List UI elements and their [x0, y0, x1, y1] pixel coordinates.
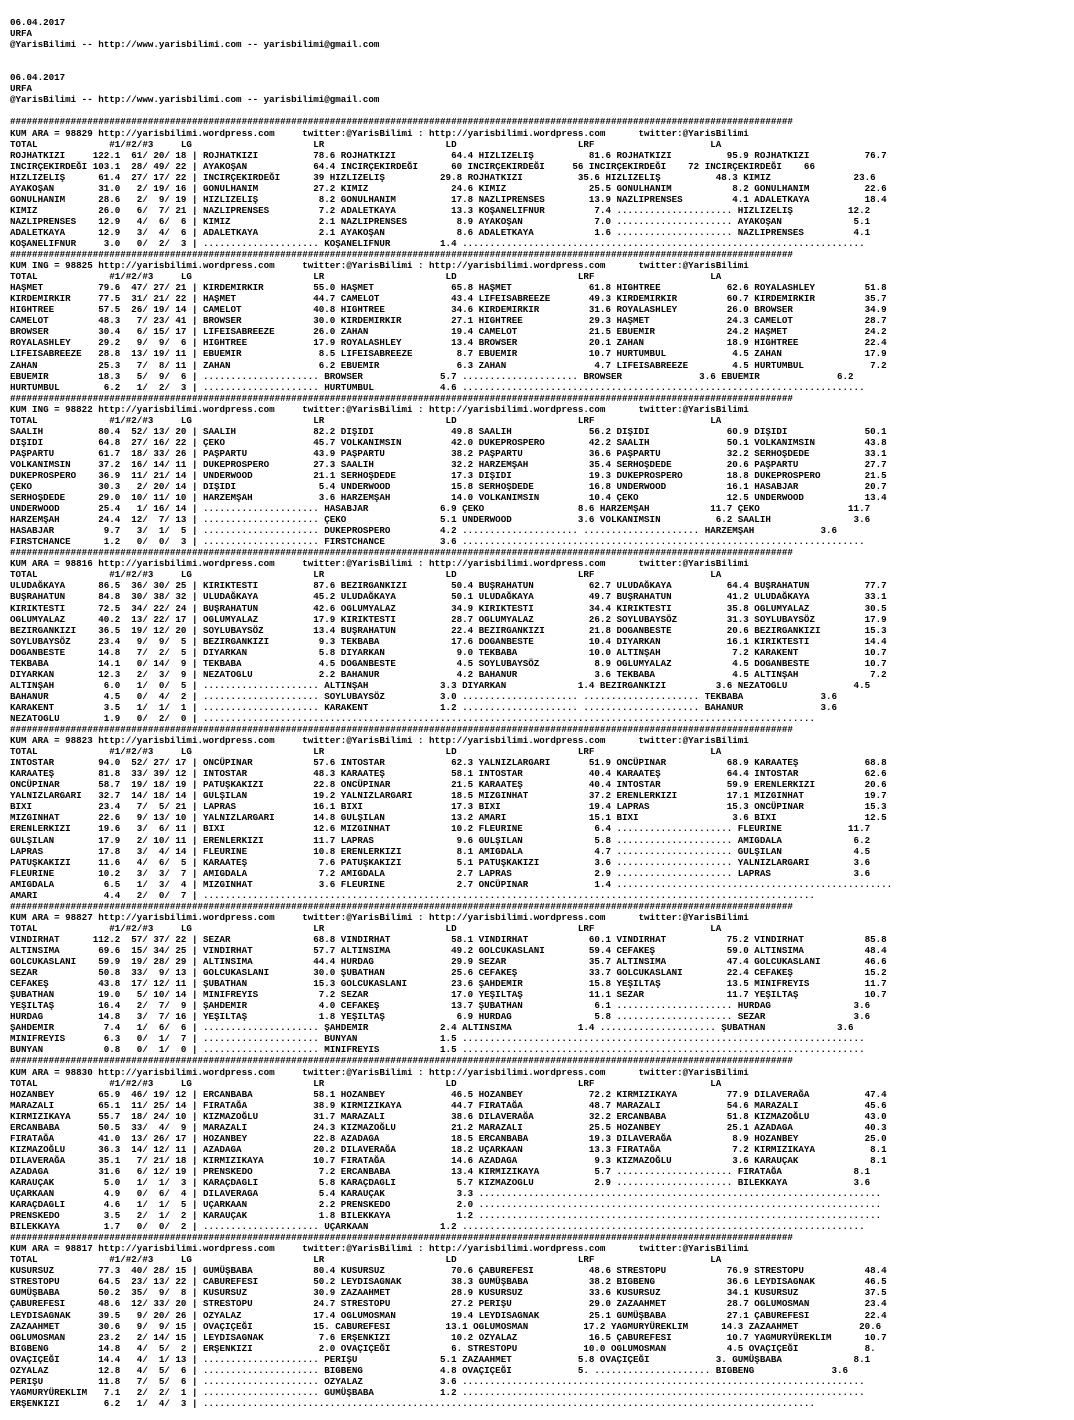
- section-separator: ##############################################################################################################################################: [10, 724, 793, 736]
- text-line: FLEURINE 10.2 3/ 3/ 7 | AMIGDALA 7.2 AMIGDALA 2.7 LAPRAS 2.9 ..................... LAPRAS 3.6: [10, 867, 871, 879]
- text-line: ZAZAAHMET 30.6 9/ 9/ 15 | OVAÇIÇEĞI 15. CABUREFESI 13.1 OGLUMOSMAN 17.2 YAGMURYÜREKLIM 14.3 ZAZAAHMET 20.6: [10, 1320, 882, 1332]
- text-line: URFA: [10, 83, 33, 95]
- text-line: BIGBENG 14.8 4/ 5/ 2 | ERŞENKIZI 2.0 OVAÇIÇEĞI 6. STRESTOPU 10.0 OGLUMOSMAN 4.5 OVAÇIÇEĞI 8.: [10, 1342, 876, 1354]
- text-line: KIRIKTESTI 72.5 34/ 22/ 24 | BUŞRAHATUN 42.6 OGLUMYALAZ 34.9 KIRIKTESTI 34.4 KIRIKTESTI 35.8 OGLUMYALAZ 30.5: [10, 602, 887, 614]
- column-header: TOTAL #1/#2/#3 LG LR LD LRF LA: [10, 922, 722, 934]
- text-line: AZADAGA 31.6 6/ 12/ 19 | PRENSKEDO 7.2 ERCANBABA 13.4 KIRMIZIKAYA 5.7 ..................... FIRATAĞA 8.1: [10, 1165, 871, 1177]
- text-line: BUNYAN 0.8 0/ 1/ 0 | ..................... MINIFREYIS 1.5 .........................................................................: [10, 1044, 865, 1056]
- text-line: @YarisBilimi -- http://www.yarisbilimi.com -- yarisbilimi@gmail.com: [10, 94, 380, 106]
- section-separator: ##############################################################################################################################################: [10, 900, 793, 912]
- text-line: YAGMURYÜREKLIM 7.1 2/ 2/ 1 | ..................... GUMÜŞBABA 1.2 .........................................................................: [10, 1386, 865, 1398]
- column-header: TOTAL #1/#2/#3 LG LR LD LRF LA: [10, 1077, 722, 1089]
- column-header: TOTAL #1/#2/#3 LG LR LD LRF LA: [10, 1254, 722, 1266]
- section-separator: ##############################################################################################################################################: [10, 116, 793, 128]
- text-line: EBUEMIR 18.3 5/ 9/ 6 | ..................... BROWSER 5.7 ..................... BROWSER 3.6 EBUEMIR 6.2: [10, 370, 854, 382]
- text-line: ÇEKO 30.3 2/ 20/ 14 | DIŞIDI 5.4 UNDERWOOD 15.8 SERHOŞDEDE 16.8 UNDERWOOD 16.1 HASABJAR 20.7: [10, 481, 887, 493]
- text-line: HARZEMŞAH 24.4 12/ 7/ 13 | ..................... ÇEKO 5.1 UNDERWOOD 3.6 VOLKANIMSIN 6.2 SAALIH 3.6: [10, 514, 871, 526]
- text-line: KARAÇDAGLI 4.6 1/ 1/ 5 | UÇARKAAN 2.2 PRENSKEDO 2.0 .........................................................................: [10, 1199, 882, 1211]
- blank-line: [10, 61, 1074, 72]
- section-separator: ##############################################################################################################################################: [10, 249, 793, 261]
- text-line: BILEKKAYA 1.7 0/ 0/ 2 | ..................... UÇARKAAN 1.2 .........................................................................: [10, 1221, 865, 1233]
- text-line: MIZGINHAT 22.6 9/ 13/ 10 | YALNIZLARGARI 14.8 GULŞILAN 13.2 AMARI 15.1 BIXI 3.6 BIXI 12.5: [10, 812, 887, 824]
- text-line: OZYALAZ 12.8 4/ 5/ 6 | ..................... BIGBENG 4.8 OVAÇIÇEĞI 5. ..................... BIGBENG 3.6: [10, 1364, 849, 1376]
- text-line: HURDAG 14.8 3/ 7/ 16 | YEŞILTAŞ 1.8 YEŞILTAŞ 6.9 HURDAG 5.8 ..................... SEZAR 3.6: [10, 1011, 871, 1023]
- text-line: UNDERWOOD 25.4 1/ 16/ 14 | ..................... HASABJAR 6.9 ÇEKO 8.6 HARZEMŞAH 11.7 ÇEKO 11.7: [10, 503, 871, 515]
- text-line: BAHANUR 4.5 0/ 4/ 2 | ..................... SOYLUBAYSÖZ 3.0 ..................... ..................... TEKBABA 3.6: [10, 690, 838, 702]
- text-line: HAŞMET 79.6 47/ 27/ 21 | KIRDEMIRKIR 55.0 HAŞMET 65.8 HAŞMET 61.8 HIGHTREE 62.6 ROYALASHLEY 51.8: [10, 282, 887, 294]
- text-line: KIMIZ 26.0 6/ 7/ 21 | NAZLIPRENSES 7.2 ADALETKAYA 13.3 KOŞANELIFNUR 7.4 ..................... HIZLIZELIŞ 12.2: [10, 204, 871, 216]
- text-line: VOLKANIMSIN 37.2 16/ 14/ 11 | DUKEPROSPERO 27.3 SAALIH 32.2 HARZEMŞAH 35.4 SERHOŞDEDE 20.6 PAŞPARTU 27.7: [10, 458, 887, 470]
- race-header: KUM ARA = 98816 http://yarisbilimi.wordpress.com twitter:@YarisBilimi : http://yarisbilimi.wordpress.com twitter:@YarisBilimi: [10, 558, 749, 570]
- text-line: LIFEISABREEZE 28.8 13/ 19/ 11 | EBUEMIR 8.5 LIFEISABREEZE 8.7 EBUEMIR 10.7 HURTUMBUL 4.5 ZAHAN 17.9: [10, 348, 887, 360]
- text-line: HURTUMBUL 6.2 1/ 2/ 3 | ..................... HURTUMBUL 4.6 .........................................................................: [10, 381, 865, 393]
- text-line: AMIGDALA 6.5 1/ 3/ 4 | MIZGINHAT 3.6 FLEURINE 2.7 ONCÜPINAR 1.4 ..................................................: [10, 878, 893, 890]
- column-header: TOTAL #1/#2/#3 LG LR LD LRF LA: [10, 138, 722, 150]
- text-line: INCIRÇEKIRDEĞI 103.1 28/ 49/ 22 | AYAKOŞAN 64.4 INCIRÇEKIRDEĞI 60 INCIRÇEKIRDEĞI 56 INCIRÇEKIRDEĞI 72 INCIRÇEKIRDEĞI 66: [10, 160, 815, 172]
- text-line: HOZANBEY 65.9 46/ 19/ 12 | ERCANBABA 58.1 HOZANBEY 46.5 HOZANBEY 72.2 KIRMIZIKAYA 77.9 DILAVERAĞA 47.4: [10, 1088, 887, 1100]
- text-line: DUKEPROSPERO 36.9 11/ 21/ 14 | UNDERWOOD 21.1 SERHOŞDEDE 17.3 DIŞIDI 19.3 DUKEPROSPERO 18.8 DUKEPROSPERO 21.5: [10, 469, 887, 481]
- text-line: TEKBABA 14.1 0/ 14/ 9 | TEKBABA 4.5 DOGANBESTE 4.5 SOYLUBAYSÖZ 8.9 OGLUMYALAZ 4.5 DOGANBESTE 10.7: [10, 657, 887, 669]
- text-line: FIRSTCHANCE 1.2 0/ 0/ 3 | ..................... FIRSTCHANCE 3.6 .........................................................................: [10, 536, 865, 548]
- section-separator: ##############################################################################################################################################: [10, 1232, 793, 1244]
- race-header: KUM ING = 98822 http://yarisbilimi.wordpress.com twitter:@YarisBilimi : http://yarisbilimi.wordpress.com twitter:@YarisBilimi: [10, 403, 749, 415]
- text-line: URFA: [10, 28, 33, 40]
- text-line: SEZAR 50.8 33/ 9/ 13 | GOLCUKASLANI 30.0 ŞUBATHAN 25.6 CEFAKEŞ 33.7 GOLCUKASLANI 22.4 CEFAKEŞ 15.2: [10, 967, 887, 979]
- text-line: LAPRAS 17.8 3/ 4/ 14 | FLEURINE 10.8 ERENLERKIZI 8.1 AMIGDALA 4.7 ..................... GULŞILAN 4.5: [10, 845, 871, 857]
- text-line: UÇARKAAN 4.9 0/ 6/ 4 | DILAVERAGA 5.4 KARAUÇAK 3.3 .........................................................................: [10, 1188, 882, 1200]
- text-line: MARAZALI 65.1 11/ 25/ 14 | FIRATAĞA 38.9 KIRMIZIKAYA 44.7 FIRATAĞA 48.7 MARAZALI 54.6 MARAZALI 45.6: [10, 1099, 887, 1111]
- text-line: ALTINŞAH 6.0 1/ 0/ 5 | ..................... ALTINŞAH 3.3 DIYARKAN 1.4 BEZIRGANKIZI 3.6 NEZATOGLU 4.5: [10, 679, 871, 691]
- text-line: PATUŞKAKIZI 11.6 4/ 6/ 5 | KARAATEŞ 7.6 PATUŞKAKIZI 5.1 PATUŞKAKIZI 3.6 ..................... YALNIZLARGARI 3.6: [10, 856, 871, 868]
- race-header: KUM ARA = 98817 http://yarisbilimi.wordpress.com twitter:@YarisBilimi : http://yarisbilimi.wordpress.com twitter:@YarisBilimi: [10, 1243, 749, 1255]
- text-line: YALNIZLARGARI 32.7 14/ 18/ 14 | GULŞILAN 19.2 YALNIZLARGARI 18.5 MIZGINHAT 37.2 ERENLERKIZI 17.1 MIZGINHAT 19.7: [10, 790, 887, 802]
- text-line: BUŞRAHATUN 84.8 30/ 38/ 32 | ULUDAĞKAYA 45.2 ULUDAĞKAYA 50.1 ULUDAĞKAYA 49.7 BUŞRAHATUN 41.2 ULUDAĞKAYA 33.1: [10, 591, 887, 603]
- text-line: ADALETKAYA 12.9 3/ 4/ 6 | ADALETKAYA 2.1 AYAKOŞAN 8.6 ADALETKAYA 1.6 ..................... NAZLIPRENSES 4.1: [10, 226, 871, 238]
- text-line: VINDIRHAT 112.2 57/ 37/ 22 | SEZAR 68.8 VINDIRHAT 58.1 VINDIRHAT 60.1 VINDIRHAT 75.2 VINDIRHAT 85.8: [10, 933, 887, 945]
- text-line: KIRDEMIRKIR 77.5 31/ 21/ 22 | HAŞMET 44.7 CAMELOT 43.4 LIFEISABREEZE 49.3 KIRDEMIRKIR 60.7 KIRDEMIRKIR 35.7: [10, 293, 887, 305]
- text-line: SAALIH 80.4 52/ 13/ 20 | SAALIH 82.2 DIŞIDI 49.8 SAALIH 56.2 DIŞIDI 60.9 DIŞIDI 50.1: [10, 425, 887, 437]
- blank-line: [10, 1409, 1074, 1420]
- text-line: ŞAHDEMIR 7.4 1/ 6/ 6 | ..................... ŞAHDEMIR 2.4 ALTINSIMA 1.4 ..................... ŞUBATHAN 3.6: [10, 1022, 854, 1034]
- section-separator: ##############################################################################################################################################: [10, 1055, 793, 1067]
- text-line: KARAKENT 3.5 1/ 1/ 1 | ..................... KARAKENT 1.2 ..................... ..................... BAHANUR 3.6: [10, 701, 838, 713]
- text-line: KIZMAZOĞLU 36.3 14/ 12/ 11 | AZADAGA 20.2 DILAVERAĞA 18.2 UÇARKAAN 13.3 FIRATAĞA 7.2 KIRMIZIKAYA 8.1: [10, 1143, 887, 1155]
- race-header: KUM ARA = 98829 http://yarisbilimi.wordpress.com twitter:@YarisBilimi : http://yarisbilimi.wordpress.com twitter:@YarisBilimi: [10, 127, 749, 139]
- section-separator: ##############################################################################################################################################: [10, 547, 793, 559]
- text-line: KUSURSUZ 77.3 40/ 28/ 15 | GUMÜŞBABA 80.4 KUSURSUZ 70.6 ÇABUREFESI 48.6 STRESTOPU 76.9 STRESTOPU 48.4: [10, 1265, 887, 1277]
- text-line: LEYDISAGNAK 39.5 9/ 20/ 26 | OZYALAZ 17.4 OGLUMOSMAN 19.4 LEYDISAGNAK 25.1 GUMÜŞBABA 27.1 ÇABUREFESI 22.4: [10, 1309, 887, 1321]
- blank-line: [10, 50, 1074, 61]
- text-line: OVAÇIÇEĞI 14.4 4/ 1/ 13 | ..................... PERIŞU 5.1 ZAZAAHMET 5.8 OVAÇIÇEĞI 3. GUMÜŞBABA 8.1: [10, 1353, 871, 1365]
- text-line: ŞUBATHAN 19.0 5/ 10/ 14 | MINIFREYIS 7.2 SEZAR 17.0 YEŞILTAŞ 11.1 SEZAR 11.7 YEŞILTAŞ 10.7: [10, 989, 887, 1001]
- text-line: OGLUMOSMAN 23.2 2/ 14/ 15 | LEYDISAGNAK 7.6 ERŞENKIZI 10.2 OZYALAZ 16.5 ÇABUREFESI 10.7 YAGMURYÜREKLIM 10.7: [10, 1331, 887, 1343]
- text-line: ALTINSIMA 69.6 15/ 34/ 25 | VINDIRHAT 57.7 ALTINSIMA 49.2 GOLCUKASLANI 59.4 CEFAKEŞ 59.0 ALTINSIMA 48.4: [10, 944, 887, 956]
- section-separator: ##############################################################################################################################################: [10, 392, 793, 404]
- text-line: ERENLERKIZI 19.6 3/ 6/ 11 | BIXI 12.6 MIZGINHAT 10.2 FLEURINE 6.4 ..................... FLEURINE 11.7: [10, 823, 871, 835]
- text-line: ROJHATKIZI 122.1 61/ 20/ 18 | ROJHATKIZI 78.6 ROJHATKIZI 64.4 HIZLIZELIŞ 81.6 ROJHATKIZI 95.9 ROJHATKIZI 76.7: [10, 149, 887, 161]
- column-header: TOTAL #1/#2/#3 LG LR LD LRF LA: [10, 746, 722, 758]
- text-line: ULUDAĞKAYA 86.5 36/ 30/ 25 | KIRIKTESTI 87.6 BEZIRGANKIZI 50.4 BUŞRAHATUN 62.7 ULUDAĞKAYA 64.4 BUŞRAHATUN 77.7: [10, 580, 887, 592]
- text-line: DILAVERAĞA 35.1 7/ 21/ 18 | KIRMIZIKAYA 10.7 FIRATAĞA 14.6 AZADAGA 9.3 KIZMAZOĞLU 3.6 KARAUÇAK 8.1: [10, 1154, 887, 1166]
- column-header: TOTAL #1/#2/#3 LG LR LD LRF LA: [10, 271, 722, 283]
- text-line: BIXI 23.4 7/ 5/ 21 | LAPRAS 16.1 BIXI 17.3 BIXI 19.4 LAPRAS 15.3 ONCÜPINAR 15.3: [10, 801, 887, 813]
- text-line: DIŞIDI 64.8 27/ 16/ 22 | ÇEKO 45.7 VOLKANIMSIN 42.0 DUKEPROSPERO 42.2 SAALIH 50.1 VOLKANIMSIN 43.8: [10, 436, 887, 448]
- text-line: HIGHTREE 57.5 26/ 19/ 14 | CAMELOT 40.8 HIGHTREE 34.6 KIRDEMIRKIR 31.6 ROYALASHLEY 26.0 BROWSER 34.9: [10, 304, 887, 316]
- text-line: KARAATEŞ 81.8 33/ 39/ 12 | INTOSTAR 48.3 KARAATEŞ 58.1 INTOSTAR 40.4 KARAATEŞ 64.4 INTOSTAR 62.6: [10, 768, 887, 780]
- text-line: STRESTOPU 64.5 23/ 13/ 22 | CABUREFESI 50.2 LEYDISAGNAK 38.3 GUMÜŞBABA 38.2 BIGBENG 36.6 LEYDISAGNAK 46.5: [10, 1276, 887, 1288]
- text-line: NAZLIPRENSES 12.9 4/ 6/ 6 | KIMIZ 2.1 NAZLIPRENSES 8.9 AYAKOŞAN 7.0 ..................... AYAKOŞAN 5.1: [10, 215, 871, 227]
- text-line: ERŞENKIZI 6.2 1/ 4/ 3 | ...............................................................................................................: [10, 1397, 815, 1409]
- text-line: PAŞPARTU 61.7 18/ 33/ 26 | PAŞPARTU 43.9 PAŞPARTU 38.2 PAŞPARTU 36.6 PAŞPARTU 32.2 SERHOŞDEDE 33.1: [10, 447, 887, 459]
- text-line: GONULHANIM 28.6 2/ 9/ 19 | HIZLIZELIŞ 8.2 GONULHANIM 17.8 NAZLIPRENSES 13.9 NAZLIPRENSES 4.1 ADALETKAYA 18.4: [10, 193, 887, 205]
- text-line: ERCANBABA 50.5 33/ 4/ 9 | MARAZALI 24.3 KIZMAZOĞLU 21.2 MARAZALI 25.5 HOZANBEY 25.1 AZADAGA 40.3: [10, 1121, 887, 1133]
- text-line: 06.04.2017: [10, 72, 66, 84]
- text-line: BEZIRGANKIZI 36.5 19/ 12/ 20 | SOYLUBAYSÖZ 13.4 BUŞRAHATUN 22.4 BEZIRGANKIZI 21.8 DOGANBESTE 20.6 BEZIRGANKIZI 15.3: [10, 624, 887, 636]
- blank-line: [10, 6, 1074, 17]
- text-line: KARAUÇAK 5.0 1/ 1/ 3 | KARAÇDAGLI 5.8 KARAÇDAGLI 5.7 KIZMAZOGLU 2.9 ..................... BILEKKAYA 3.6: [10, 1176, 871, 1188]
- text-line: SOYLUBAYSÖZ 23.4 9/ 9/ 5 | BEZIRGANKIZI 9.3 TEKBABA 17.6 DOGANBESTE 10.4 DIYARKAN 16.1 KIRIKTESTI 14.4: [10, 635, 887, 647]
- race-header: KUM ARA = 98827 http://yarisbilimi.wordpress.com twitter:@YarisBilimi : http://yarisbilimi.wordpress.com twitter:@YarisBilimi: [10, 911, 749, 923]
- text-line: AMARI 4.4 2/ 0/ 7 | ...............................................................................................................: [10, 889, 815, 901]
- text-line: PRENSKEDO 3.5 2/ 1/ 2 | KARAUÇAK 1.8 BILEKKAYA 1.2 .........................................................................: [10, 1210, 882, 1222]
- blank-line: [10, 105, 1074, 116]
- text-line: OGLUMYALAZ 40.2 13/ 22/ 17 | OGLUMYALAZ 17.9 KIRIKTESTI 28.7 OGLUMYALAZ 26.2 SOYLUBAYSÖZ 31.3 SOYLUBAYSÖZ 17.9: [10, 613, 887, 625]
- text-line: GUMÜŞBABA 50.2 35/ 9/ 8 | KUSURSUZ 30.9 ZAZAAHMET 28.9 KUSURSUZ 33.6 KUSURSUZ 34.1 KUSURSUZ 37.5: [10, 1287, 887, 1299]
- text-line: YEŞILTAŞ 16.4 2/ 7/ 9 | ŞAHDEMIR 4.0 CEFAKEŞ 13.7 ŞUBATHAN 6.1 ..................... HURDAG 3.6: [10, 1000, 871, 1012]
- text-line: GOLCUKASLANI 59.9 19/ 28/ 29 | ALTINSIMA 44.4 HURDAG 29.9 SEZAR 35.7 ALTINSIMA 47.4 GOLCUKASLANI 46.6: [10, 956, 887, 968]
- text-line: DOGANBESTE 14.8 7/ 2/ 5 | DIYARKAN 5.8 DIYARKAN 9.0 TEKBABA 10.0 ALTINŞAH 7.2 KARAKENT 10.7: [10, 646, 887, 658]
- text-line: BROWSER 30.4 6/ 15/ 17 | LIFEISABREEZE 26.0 ZAHAN 19.4 CAMELOT 21.5 EBUEMIR 24.2 HAŞMET 24.2: [10, 326, 887, 338]
- text-line: HIZLIZELIŞ 61.4 27/ 17/ 22 | INCIRÇEKIRDEĞI 39 HIZLIZELIŞ 29.8 ROJHATKIZI 35.6 HIZLIZELIŞ 48.3 KIMIZ 23.6: [10, 171, 876, 183]
- text-line: 06.04.2017: [10, 17, 66, 29]
- text-line: DIYARKAN 12.3 2/ 3/ 9 | NEZATOGLU 2.2 BAHANUR 4.2 BAHANUR 3.6 TEKBABA 4.5 ALTINŞAH 7.2: [10, 668, 887, 680]
- text-line: @YarisBilimi -- http://www.yarisbilimi.com -- yarisbilimi@gmail.com: [10, 39, 380, 51]
- text-line: GULŞILAN 17.9 2/ 10/ 11 | ERENLERKIZI 11.7 LAPRAS 9.6 GULŞILAN 5.8 ..................... AMIGDALA 6.2: [10, 834, 871, 846]
- text-line: INTOSTAR 94.0 52/ 27/ 17 | ONCÜPINAR 57.6 INTOSTAR 62.3 YALNIZLARGARI 51.9 ONCÜPINAR 68.9 KARAATEŞ 68.8: [10, 757, 887, 769]
- text-line: ZAHAN 25.3 7/ 8/ 11 | ZAHAN 6.2 EBUEMIR 6.3 ZAHAN 4.7 LIFEISABREEZE 4.5 HURTUMBUL 7.2: [10, 359, 887, 371]
- text-line: ONCÜPINAR 58.7 19/ 18/ 19 | PATUŞKAKIZI 22.8 ONCÜPINAR 21.5 KARAATEŞ 40.4 INTOSTAR 59.9 ERENLERKIZI 20.6: [10, 779, 887, 791]
- text-line: CEFAKEŞ 43.8 17/ 12/ 11 | ŞUBATHAN 15.3 GOLCUKASLANI 23.6 ŞAHDEMIR 15.8 YEŞILTAŞ 13.5 MINIFREYIS 11.7: [10, 978, 887, 990]
- race-header: KUM ARA = 98830 http://yarisbilimi.wordpress.com twitter:@YarisBilimi : http://yarisbilimi.wordpress.com twitter:@YarisBilimi: [10, 1066, 749, 1078]
- text-line: HASABJAR 9.7 3/ 1/ 5 | ..................... DUKEPROSPERO 4.2 ..................... ..................... HARZEMŞAH 3.6: [10, 525, 838, 537]
- race-header: KUM ING = 98825 http://yarisbilimi.wordpress.com twitter:@YarisBilimi : http://yarisbilimi.wordpress.com twitter:@YarisBilimi: [10, 260, 749, 272]
- text-line: FIRATAĞA 41.0 13/ 26/ 17 | HOZANBEY 22.8 AZADAGA 18.5 ERCANBABA 19.3 DILAVERAĞA 8.9 HOZANBEY 25.0: [10, 1132, 887, 1144]
- text-line: NEZATOGLU 1.9 0/ 2/ 0 | ...............................................................................................................: [10, 713, 815, 724]
- race-header: KUM ARA = 98823 http://yarisbilimi.wordpress.com twitter:@YarisBilimi : http://yarisbilimi.wordpress.com twitter:@YarisBilimi: [10, 735, 749, 747]
- column-header: TOTAL #1/#2/#3 LG LR LD LRF LA: [10, 414, 722, 426]
- text-line: ÇABUREFESI 48.6 12/ 33/ 20 | STRESTOPU 24.7 STRESTOPU 27.2 PERIŞU 29.0 ZAZAAHMET 28.7 OGLUMOSMAN 23.4: [10, 1298, 887, 1310]
- text-line: KIRMIZIKAYA 55.7 18/ 24/ 10 | KIZMAZOĞLU 31.7 MARAZALI 38.6 DILAVERAĞA 32.2 ERCANBABA 51.8 KIZMAZOĞLU 43.0: [10, 1110, 887, 1122]
- text-line: PERIŞU 11.8 7/ 5/ 6 | ..................... OZYALAZ 3.6 .........................................................................: [10, 1375, 865, 1387]
- text-line: AYAKOŞAN 31.0 2/ 19/ 16 | GONULHANIM 27.2 KIMIZ 24.6 KIMIZ 25.5 GONULHANIM 8.2 GONULHANIM 22.6: [10, 182, 887, 194]
- column-header: TOTAL #1/#2/#3 LG LR LD LRF LA: [10, 569, 722, 581]
- text-line: ROYALASHLEY 29.2 9/ 9/ 6 | HIGHTREE 17.9 ROYALASHLEY 13.4 BROWSER 20.1 ZAHAN 18.9 HIGHTREE 22.4: [10, 337, 887, 349]
- text-line: CAMELOT 48.3 7/ 23/ 41 | BROWSER 30.0 KIRDEMIRKIR 27.1 HIGHTREE 29.3 HAŞMET 24.3 CAMELOT 28.7: [10, 315, 887, 327]
- text-line: KOŞANELIFNUR 3.0 0/ 2/ 3 | ..................... KOŞANELIFNUR 1.4 .........................................................................: [10, 237, 865, 249]
- text-line: MINIFREYIS 6.3 0/ 1/ 7 | ..................... BUNYAN 1.5 .........................................................................: [10, 1033, 865, 1045]
- text-line: SERHOŞDEDE 29.0 10/ 11/ 10 | HARZEMŞAH 3.6 HARZEMŞAH 14.0 VOLKANIMSIN 10.4 ÇEKO 12.5 UNDERWOOD 13.4: [10, 492, 887, 504]
